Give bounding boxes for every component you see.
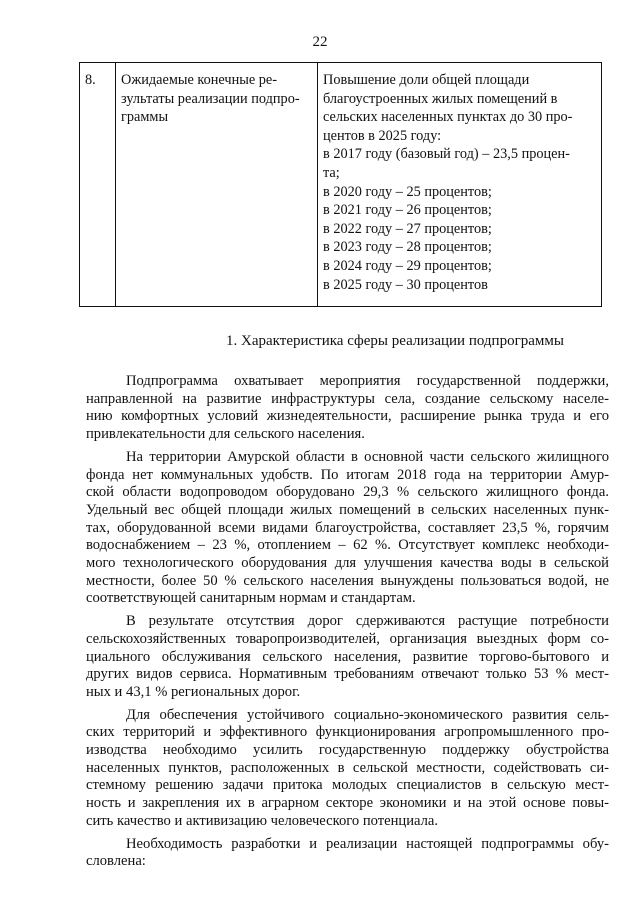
value-line: Повышение доли общей площади	[323, 72, 530, 88]
value-line: в 2022 году – 27 процентов;	[323, 220, 492, 237]
text-line: других видов сервиса. Нормативным требованиям отвечают только 53 % мест-	[86, 666, 609, 683]
text-line: циального обслуживания сельского населения, развитие торгово-бытового и	[86, 648, 609, 665]
paragraph	[86, 836, 609, 871]
paragraph	[86, 373, 609, 444]
value-line: в 2020 году – 25 процентов;	[323, 183, 492, 200]
text-line: ных и 43,1 % региональных дорог.	[86, 683, 301, 700]
text-line: фонда нет коммунальных удобств. По итогам 2018 года на территории Амур-	[86, 466, 609, 483]
text-line: направленной на развитие инфраструктуры села, создание сельскому населе-	[86, 390, 609, 407]
paragraph	[86, 613, 609, 702]
value-line: в 2021 году – 26 процентов;	[323, 202, 492, 219]
text-line: Подпрограмма охватывает мероприятия государственной поддержки,	[126, 373, 609, 389]
text-line: ность и закрепления их в аграрном секторе экономики и на этой основе повы-	[86, 795, 609, 812]
text-line: местности, более 50 % сельского населения вынуждены пользоваться водой, не	[86, 572, 609, 589]
value-line: в 2024 году – 29 процентов;	[323, 257, 492, 274]
text-line: стемному решению задачи притока молодых специалистов в сельскую мест-	[86, 777, 609, 794]
text-line: населенных пунктов, расположенных в сельской местности, содействовать си-	[86, 759, 609, 776]
value-line: в 2023 году – 28 процентов;	[323, 239, 492, 256]
text-line: Для обеспечения устойчивого социально-экономического развития сель-	[126, 706, 609, 723]
text-line: ской области водопроводом оборудовано 29,3 % сельского жилищного фонда.	[86, 484, 609, 501]
value-line: в 2017 году (базовый год) – 23,5 процен-	[323, 146, 570, 163]
page-number: 22	[312, 34, 328, 50]
value-line: центов в 2025 году:	[323, 127, 442, 144]
row-value-cell	[318, 63, 602, 307]
section-title: 1. Характеристика сферы реализации подпрограммы	[226, 333, 564, 349]
text-line: Удельный вес общей площади жилых помещений в сельских населенных пунк-	[86, 501, 609, 518]
paragraph	[86, 449, 609, 608]
text-line: мого технологического оборудования для улучшения качества воды в сельской	[86, 555, 609, 572]
text-line: Необходимость разработки и реализации настоящей подпрограммы обу-	[126, 835, 609, 852]
value-line: в 2025 году – 30 процентов	[323, 276, 488, 293]
label-line: зультаты реализации подпро-	[121, 90, 300, 107]
text-line: сельскохозяйственных товаропроизводителей, организация выездных форм со-	[86, 630, 609, 647]
value-line: та;	[323, 164, 340, 181]
text-line: нию комфортных условий жизнедеятельности, расширение рынка труда и его	[86, 408, 609, 425]
text-line: привлекательности для сельского населения.	[86, 426, 365, 443]
text-line: водоснабжением – 23 %, отоплением – 62 %. Отсутствует комплекс необходи-	[86, 537, 609, 554]
value-line: сельских населенных пунктах до 30 про-	[323, 109, 573, 126]
text-line: словлена:	[86, 853, 146, 870]
subprogram-passport-table	[79, 62, 602, 307]
row-label-cell	[116, 63, 318, 307]
text-line: В результате отсутствия дорог сдерживаются растущие потребности	[126, 613, 609, 630]
text-line: сить качество и активизацию человеческого потенциала.	[86, 812, 439, 829]
text-line: На территории Амурской области в основной части сельского жилищного	[126, 448, 609, 465]
label-line: Ожидаемые конечные ре-	[121, 72, 278, 88]
label-line: граммы	[121, 109, 169, 126]
body-text	[86, 373, 609, 876]
text-line: тах, оборудованной всеми видами благоустройства, составляет 23,5 %, горячим	[86, 519, 609, 536]
value-line: благоустроенных жилых помещений в	[323, 90, 558, 107]
text-line: изводства необходимо усилить государственную поддержку обустройства	[86, 742, 609, 759]
text-line: соответствующей санитарным нормам и стандартам.	[86, 590, 416, 607]
text-line: ских территорий и эффективного функционирования агропромышленного про-	[86, 724, 609, 741]
row-number-cell: 8.	[80, 63, 116, 307]
table-row	[80, 63, 602, 307]
paragraph	[86, 707, 609, 831]
